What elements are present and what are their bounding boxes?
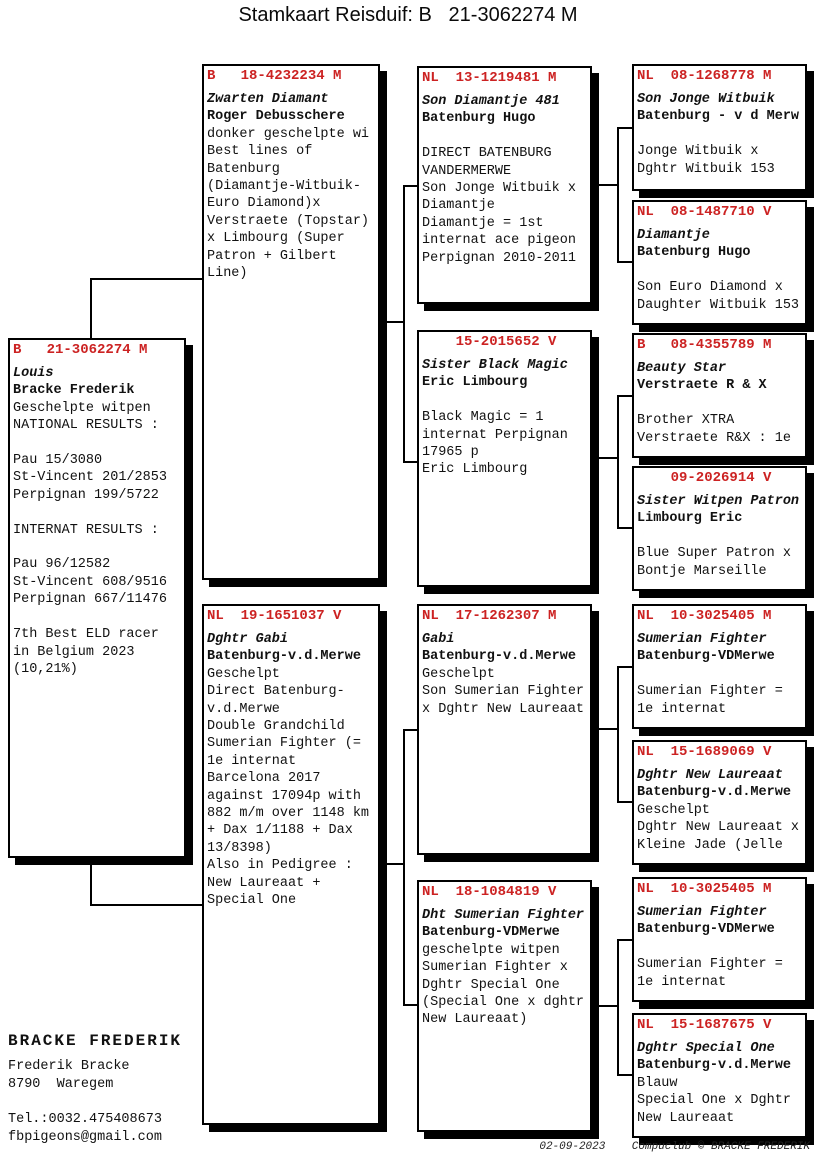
connector-line	[617, 395, 619, 529]
detail-line: Geschelpt	[637, 802, 710, 818]
ring-number: NL 15-1689069 V	[637, 744, 772, 760]
pedigree-box-granddam-maternal	[417, 880, 592, 1132]
detail-line: Barcelona 2017	[207, 771, 321, 787]
detail-line: Verstraete (Topstar)	[207, 213, 370, 229]
detail-line: (Special One x dghtr	[422, 995, 585, 1011]
detail-line: Sumerian Fighter =	[637, 684, 783, 700]
breeder-name: Batenburg Hugo	[637, 245, 751, 261]
detail-line	[422, 392, 587, 409]
detail-line: New Laureaat +	[207, 875, 321, 891]
detail-line	[637, 126, 802, 143]
breeder-name: Verstraete R & X	[637, 378, 767, 394]
connector-line	[617, 127, 632, 129]
connector-line	[617, 939, 632, 941]
pedigree-box-greatgrandparent-8	[632, 1013, 807, 1138]
pigeon-name: Son Jonge Witbuik	[637, 92, 775, 107]
detail-line: in Belgium 2023	[13, 644, 135, 660]
pigeon-details	[207, 666, 375, 910]
detail-line: St-Vincent 608/9516	[13, 574, 167, 590]
pigeon-name: Louis	[13, 366, 54, 381]
footer-date: 02-09-2023	[539, 1141, 606, 1153]
pedigree-box-father	[202, 64, 380, 580]
connector-line	[403, 1004, 417, 1006]
detail-line: Sumerian Fighter (=	[207, 736, 361, 752]
detail-line: Bontje Marseille	[637, 563, 767, 579]
contact-details	[8, 1058, 182, 1147]
ring-number: B 08-4355789 M	[637, 337, 772, 353]
detail-line: Dghtr Witbuik 153	[637, 161, 775, 177]
connector-line	[380, 863, 403, 865]
detail-line: St-Vincent 201/2853	[13, 470, 167, 486]
contact-block	[8, 1032, 182, 1147]
detail-line: Tel.:0032.475408673	[8, 1112, 162, 1128]
pigeon-details	[637, 126, 802, 178]
detail-line: Brother XTRA	[637, 413, 735, 429]
detail-line: 17965 p	[422, 445, 479, 461]
detail-line: (Diamantje-Witbuik-	[207, 179, 361, 195]
detail-line: 1e internat	[207, 753, 297, 769]
pedigree-box-granddam-paternal	[417, 330, 592, 587]
ring-number: B 21-3062274 M	[13, 342, 148, 358]
connector-line	[403, 185, 405, 463]
pigeon-name: Dghtr New Laureaat	[637, 768, 783, 783]
pedigree-box-greatgrandparent-6	[632, 740, 807, 865]
connector-line	[617, 666, 619, 803]
connector-line	[617, 395, 632, 397]
ring-number: NL 10-3025405 M	[637, 608, 772, 624]
connector-line	[90, 904, 202, 906]
pigeon-name: Sumerian Fighter	[637, 905, 767, 920]
breeder-name: Batenburg-v.d.Merwe	[207, 649, 361, 665]
detail-line: against 17094p with	[207, 788, 361, 804]
pedigree-box-greatgrandparent-3	[632, 333, 807, 458]
detail-line	[637, 528, 802, 545]
breeder-name: Batenburg-v.d.Merwe	[637, 785, 791, 801]
detail-line	[637, 262, 802, 279]
ring-number: B 18-4232234 M	[207, 68, 342, 84]
detail-line: Diamantje = 1st	[422, 215, 544, 231]
detail-line: internat Perpignan	[422, 427, 568, 443]
connector-line	[617, 527, 632, 529]
loft-name: BRACKE FREDERIK	[8, 1032, 183, 1050]
detail-line: Geschelpt	[422, 666, 495, 682]
detail-line: Blauw	[637, 1075, 678, 1091]
detail-line: 13/8398)	[207, 840, 272, 856]
detail-line	[13, 609, 181, 626]
breeder-name: Batenburg-v.d.Merwe	[637, 1058, 791, 1074]
detail-line	[637, 666, 802, 683]
detail-line	[13, 539, 181, 556]
pigeon-details	[422, 392, 587, 479]
detail-line: Special One	[207, 893, 297, 909]
connector-line	[403, 185, 417, 187]
connector-line	[592, 457, 617, 459]
detail-line: Blue Super Patron x	[637, 546, 791, 562]
pigeon-name: Sister Black Magic	[422, 358, 568, 373]
ring-number: NL 10-3025405 M	[637, 881, 772, 897]
pigeon-details	[637, 1075, 802, 1127]
detail-line: internat ace pigeon	[422, 233, 576, 249]
pedigree-box-greatgrandparent-4	[632, 466, 807, 591]
pedigree-box-greatgrandparent-5	[632, 604, 807, 729]
breeder-name: Batenburg - v d Merw	[637, 109, 800, 125]
detail-line: 7th Best ELD racer	[13, 627, 159, 643]
detail-line: Daughter Witbuik 153	[637, 297, 800, 313]
pigeon-name: Beauty Star	[637, 361, 727, 376]
detail-line: v.d.Merwe	[207, 701, 280, 717]
connector-line	[90, 278, 92, 338]
ring-number: NL 19-1651037 V	[207, 608, 342, 624]
detail-line: Son Jonge Witbuik x	[422, 181, 576, 197]
detail-line: Special One x Dghtr	[637, 1093, 791, 1109]
pigeon-name: Diamantje	[637, 228, 710, 243]
detail-line: New Laureaat	[637, 1110, 735, 1126]
detail-line	[13, 504, 181, 521]
connector-line	[403, 729, 417, 731]
ring-number: NL 17-1262307 M	[422, 608, 557, 624]
detail-line	[637, 939, 802, 956]
pedigree-box-mother	[202, 604, 380, 1125]
pigeon-details	[637, 666, 802, 718]
detail-line: Euro Diamond)x	[207, 196, 321, 212]
detail-line: Perpignan 2010-2011	[422, 250, 576, 266]
connector-line	[617, 801, 632, 803]
breeder-name: Batenburg-VDMerwe	[637, 922, 775, 938]
connector-line	[617, 261, 632, 263]
detail-line: Dghtr New Laureaat x	[637, 820, 800, 836]
detail-line: Direct Batenburg-	[207, 684, 345, 700]
detail-line: Perpignan 199/5722	[13, 487, 159, 503]
connector-line	[617, 127, 619, 263]
pedigree-box-grandsire-maternal	[417, 604, 592, 855]
pigeon-details	[13, 400, 181, 679]
detail-line: Dghtr Special One	[422, 977, 560, 993]
detail-line: New Laureaat)	[422, 1012, 528, 1028]
pedigree-box-grandsire-paternal	[417, 66, 592, 304]
ring-number: NL 15-1687675 V	[637, 1017, 772, 1033]
pigeon-name: Dghtr Special One	[637, 1041, 775, 1056]
footer-credit: Compuclub © BRACKE FREDERIK	[631, 1141, 810, 1153]
pigeon-details	[637, 395, 802, 447]
footer-spacer	[605, 1141, 631, 1153]
ring-number: NL 08-1268778 M	[637, 68, 772, 84]
page-title: Stamkaart Reisduif: B 21-3062274 M	[238, 4, 578, 26]
pigeon-name: Son Diamantje 481	[422, 94, 560, 109]
pigeon-details	[637, 802, 802, 854]
detail-line: fbpigeons@gmail.com	[8, 1130, 162, 1146]
ring-number: 09-2026914 V	[637, 470, 772, 486]
breeder-name: Batenburg Hugo	[422, 111, 536, 127]
detail-line: Sumerian Fighter x	[422, 960, 568, 976]
detail-line: Jonge Witbuik x	[637, 144, 759, 160]
connector-line	[380, 321, 403, 323]
pigeon-details	[422, 942, 587, 1029]
breeder-name: Roger Debusschere	[207, 109, 345, 125]
detail-line: + Dax 1/1188 + Dax	[207, 823, 353, 839]
pedigree-box-greatgrandparent-7	[632, 877, 807, 1002]
detail-line: Line)	[207, 266, 248, 282]
ring-number: NL 08-1487710 V	[637, 204, 772, 220]
detail-line: INTERNAT RESULTS :	[13, 522, 159, 538]
detail-line: Kleine Jade (Jelle	[637, 837, 783, 853]
connector-line	[617, 666, 632, 668]
detail-line: geschelpte witpen	[422, 942, 560, 958]
detail-line: Batenburg	[207, 161, 280, 177]
detail-line: NATIONAL RESULTS :	[13, 418, 159, 434]
connector-line	[592, 1005, 617, 1007]
connector-line	[617, 939, 619, 1076]
detail-line: x Dghtr New Laureaat	[422, 701, 585, 717]
breeder-name: Batenburg-v.d.Merwe	[422, 649, 576, 665]
detail-line: Frederik Bracke	[8, 1059, 130, 1074]
pigeon-details	[422, 128, 587, 267]
connector-line	[403, 461, 417, 463]
detail-line: Perpignan 667/11476	[13, 592, 167, 608]
pigeon-name: Zwarten Diamant	[207, 92, 329, 107]
detail-line: Double Grandchild	[207, 719, 345, 735]
connector-line	[403, 729, 405, 1006]
breeder-name: Eric Limbourg	[422, 375, 528, 391]
connector-line	[617, 1074, 632, 1076]
detail-line	[422, 128, 587, 145]
detail-line: Eric Limbourg	[422, 462, 528, 478]
breeder-name: Bracke Frederik	[13, 383, 135, 399]
detail-line: (10,21%)	[13, 661, 78, 677]
detail-line: Also in Pedigree :	[207, 858, 353, 874]
detail-line	[8, 1094, 182, 1112]
pigeon-details	[422, 666, 587, 718]
detail-line: 1e internat	[637, 701, 727, 717]
pigeon-details	[637, 262, 802, 314]
detail-line: Verstraete R&X : 1e	[637, 430, 791, 446]
detail-line: Pau 96/12582	[13, 557, 111, 573]
breeder-name: Limbourg Eric	[637, 511, 743, 527]
ring-number: 15-2015652 V	[422, 334, 557, 350]
pedigree-box-greatgrandparent-2	[632, 200, 807, 325]
pigeon-name: Sister Witpen Patron	[637, 494, 800, 509]
pedigree-box-subject	[8, 338, 186, 858]
detail-line: Patron + Gilbert	[207, 248, 337, 264]
detail-line: Best lines of	[207, 144, 313, 160]
ring-number: NL 18-1084819 V	[422, 884, 557, 900]
pedigree-box-greatgrandparent-1	[632, 64, 807, 191]
detail-line: Diamantje	[422, 198, 495, 214]
pigeon-name: Dht Sumerian Fighter	[422, 908, 585, 923]
detail-line: 882 m/m over 1148 km	[207, 806, 370, 822]
detail-line: Pau 15/3080	[13, 453, 103, 469]
detail-line	[13, 435, 181, 452]
detail-line: x Limbourg (Super	[207, 231, 345, 247]
pigeon-details	[207, 126, 375, 283]
connector-line	[592, 184, 617, 186]
detail-line: 8790 Waregem	[8, 1076, 114, 1092]
pigeon-details	[637, 939, 802, 991]
detail-line: donker geschelpte wi	[207, 126, 370, 142]
detail-line: Sumerian Fighter =	[637, 957, 783, 973]
detail-line: VANDERMERWE	[422, 163, 512, 179]
detail-line: Geschelpt	[207, 666, 280, 682]
connector-line	[592, 728, 617, 730]
detail-line: Son Euro Diamond x	[637, 280, 783, 296]
breeder-name: Batenburg-VDMerwe	[422, 925, 560, 941]
ring-number: NL 13-1219481 M	[422, 70, 557, 86]
footer	[539, 1141, 810, 1153]
detail-line: Black Magic = 1	[422, 410, 544, 426]
detail-line: Son Sumerian Fighter	[422, 684, 585, 700]
pigeon-details	[637, 528, 802, 580]
pigeon-name: Gabi	[422, 632, 455, 647]
pigeon-name: Dghtr Gabi	[207, 632, 289, 647]
detail-line: 1e internat	[637, 974, 727, 990]
breeder-name: Batenburg-VDMerwe	[637, 649, 775, 665]
pigeon-name: Sumerian Fighter	[637, 632, 767, 647]
detail-line	[637, 395, 802, 412]
detail-line: DIRECT BATENBURG	[422, 146, 552, 162]
detail-line: Geschelpte witpen	[13, 400, 151, 416]
connector-line	[90, 278, 202, 280]
connector-line	[90, 858, 92, 906]
